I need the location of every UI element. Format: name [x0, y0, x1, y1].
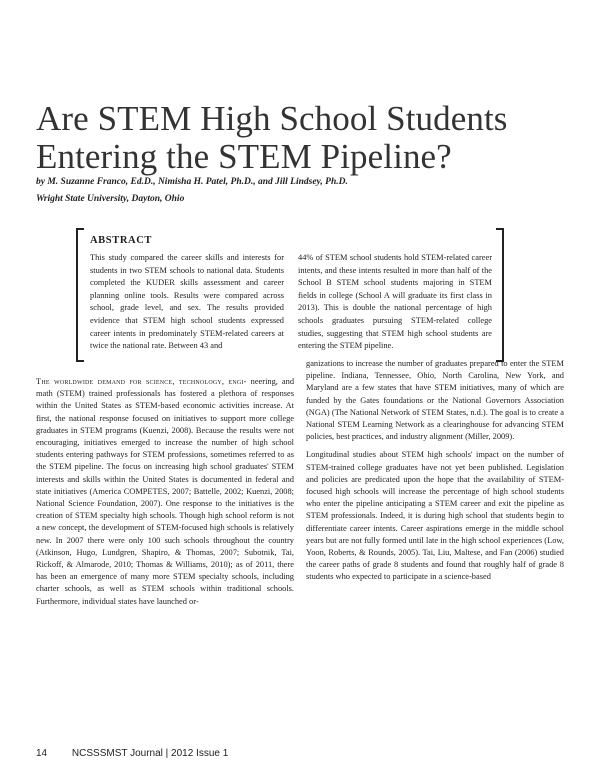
page-number: 14 [36, 748, 48, 759]
abstract-heading: ABSTRACT [90, 235, 152, 246]
article-title: Are STEM High School Students Entering the STEM Pipeline? [36, 99, 508, 176]
abstract-right-bracket [496, 228, 504, 362]
body-paragraph: Longitudinal studies about STEM high schools' impact on the number of STEM-trained college graduates have not yet been published. Legislation and policies are predicated upon the hope that the availability of STEM-focused high schools will increase the percentage of high school students who enter the pipeline anticipating a STEM career and exit the pipeline as STEM professionals. Indeed, it is during high school that students begin to differentiate career intents. Career aspirations emerge in the middle school years but are not fully formed until late in the high school experiences (Low, Yoon, Roberts, & Rounds, 2005). Tai, Liu, Maltese, and Fan (2006) studied the career paths of grade 8 students and found that roughly half of grade 8 students who expected to participate in a science-based [306, 450, 564, 582]
body-text: neering, and math (STEM) trained professionals has fostered a plethora of responses within the United States as STEM-based economic activities increase. At first, the national response focused on initiatives to support more college graduates in STEM programs (Kuenzi, 2008). Because the results were not encouraging, initiatives emerged to increase the number of high school students entering pathways for STEM professions, sometimes referred to as the STEM pipeline. The focus on increasing high school graduates' STEM interests and skills within the United States is documented in federal and state initiatives (America COMPETES, 2007; Battelle, 2002; Kuenzi, 2008; National Science Foundation, 2007). One response to the initiatives is the creation of STEM specialty high schools. Though high school reform is not a new concept, the development of STEM-focused high schools is relatively new. In 2007 there were only 100 such schools throughout the country (Atkinson, Hugo, Lundgren, Shapiro, & Thomas, 2007; Subotnik, Tai, Rickoff, & Almarode, 2010; Thomas & Williams, 2010); as of 2011, there has been an emergence of many more STEM specialty schools, including charter schools, as well as STEM schools within traditional schools. Furthermore, individual states have launched or- [36, 377, 295, 606]
abstract-column-2: 44% of STEM school students hold STEM-related career intents, and these intents resulted in more than half of the School B STEM school students majoring in STEM fields in college (School A will graduate its first class in 2013). This is double the national percentage of high schools graduates pursuing STEM-related college studies, suggesting that STEM high school students are entering the STEM pipeline. [298, 253, 492, 351]
journal-name: NCSSSMST Journal | 2012 Issue 1 [71, 748, 229, 759]
body-column-right [306, 358, 564, 590]
body-paragraph [36, 376, 294, 608]
page-footer [36, 748, 576, 759]
author-line: by M. Suzanne Franco, Ed.D., Nimisha H. Patel, Ph.D., and Jill Lindsey, Ph.D. [36, 177, 348, 187]
abstract-box [76, 228, 504, 358]
body-paragraph: ganizations to increase the number of graduates prepared to enter the STEM pipeline. Indiana, Tennessee, Ohio, North Carolina, New York, and Maryland are a few states that have STEM initiatives, many of which are funded by the Gates foundations or the National Governors Association (NGA) (The National Network of STEM States, n.d.). The goal is to create a National STEM Learning Network as a clearinghouse for advancing STEM policies, best practices, and industry alignment (Miller, 2009). [306, 359, 564, 442]
body-column-left [36, 376, 294, 614]
abstract-left-bracket [76, 228, 84, 362]
abstract-column-1: This study compared the career skills and interests for students in two STEM schools to national data. Students completed the KUDER skills assessment and career planning online tools. Results were compared across school, grade level, and sex. The results provided evidence that STEM high school students expressed career intents in predominately STEM-related careers at twice the national rate. Between 43 and [90, 253, 284, 351]
affiliation-line: Wright State University, Dayton, Ohio [36, 194, 185, 204]
lead-in: The worldwide demand for science, technology, engi- [36, 377, 247, 386]
